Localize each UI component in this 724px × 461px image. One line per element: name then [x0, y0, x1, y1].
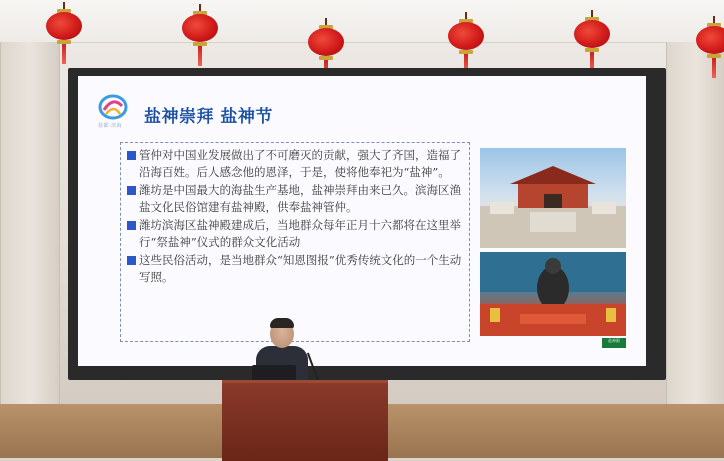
square-bullet-icon — [127, 186, 136, 195]
red-lantern — [694, 16, 724, 80]
red-lantern — [180, 4, 220, 68]
wall-panel-left — [0, 42, 60, 412]
red-lantern — [572, 10, 612, 74]
wall-panel-right — [666, 42, 724, 412]
bullet-text: 潍坊是中国最大的海盐生产基地，盐神崇拜由来已久。滨海区渔盐文化民俗馆建有盐神殿，供奉盐神管仲。 — [139, 183, 461, 214]
red-lantern — [44, 2, 84, 66]
slide-title: 盐神崇拜 盐神节 — [144, 107, 273, 127]
photo-tag: 盐神殿 — [602, 338, 626, 348]
logo-icon — [98, 94, 128, 120]
speaker-hair — [270, 318, 294, 328]
red-lantern — [446, 12, 486, 76]
temple-photo — [480, 148, 626, 248]
slide-text-box — [120, 142, 470, 342]
ceiling — [0, 0, 724, 43]
bullet-text: 潍坊滨海区盐神殿建成后，当地群众每年正月十六都将在这里举行“祭盐神”仪式的群众文化活动 — [139, 218, 461, 249]
podium — [222, 380, 388, 461]
bullet-text: 这些民俗活动，是当地群众“知恩图报”优秀传统文化的一个生动写照。 — [139, 253, 462, 284]
bullet-item — [127, 252, 463, 286]
square-bullet-icon — [127, 151, 136, 160]
ceremony-photo — [480, 252, 626, 336]
square-bullet-icon — [127, 256, 136, 265]
logo-caption: 盐都·滨海 — [98, 123, 123, 129]
bullet-text: 管仲对中国业发展做出了不可磨灭的贡献，强大了齐国，造福了沿海百姓。后人感念他的恩泽，于是，使将他奉祀为“盐神”。 — [139, 148, 461, 179]
bullet-item — [127, 147, 463, 181]
square-bullet-icon — [127, 221, 136, 230]
bullet-item — [127, 217, 463, 251]
presentation-slide — [78, 76, 646, 366]
bullet-item — [127, 182, 463, 216]
